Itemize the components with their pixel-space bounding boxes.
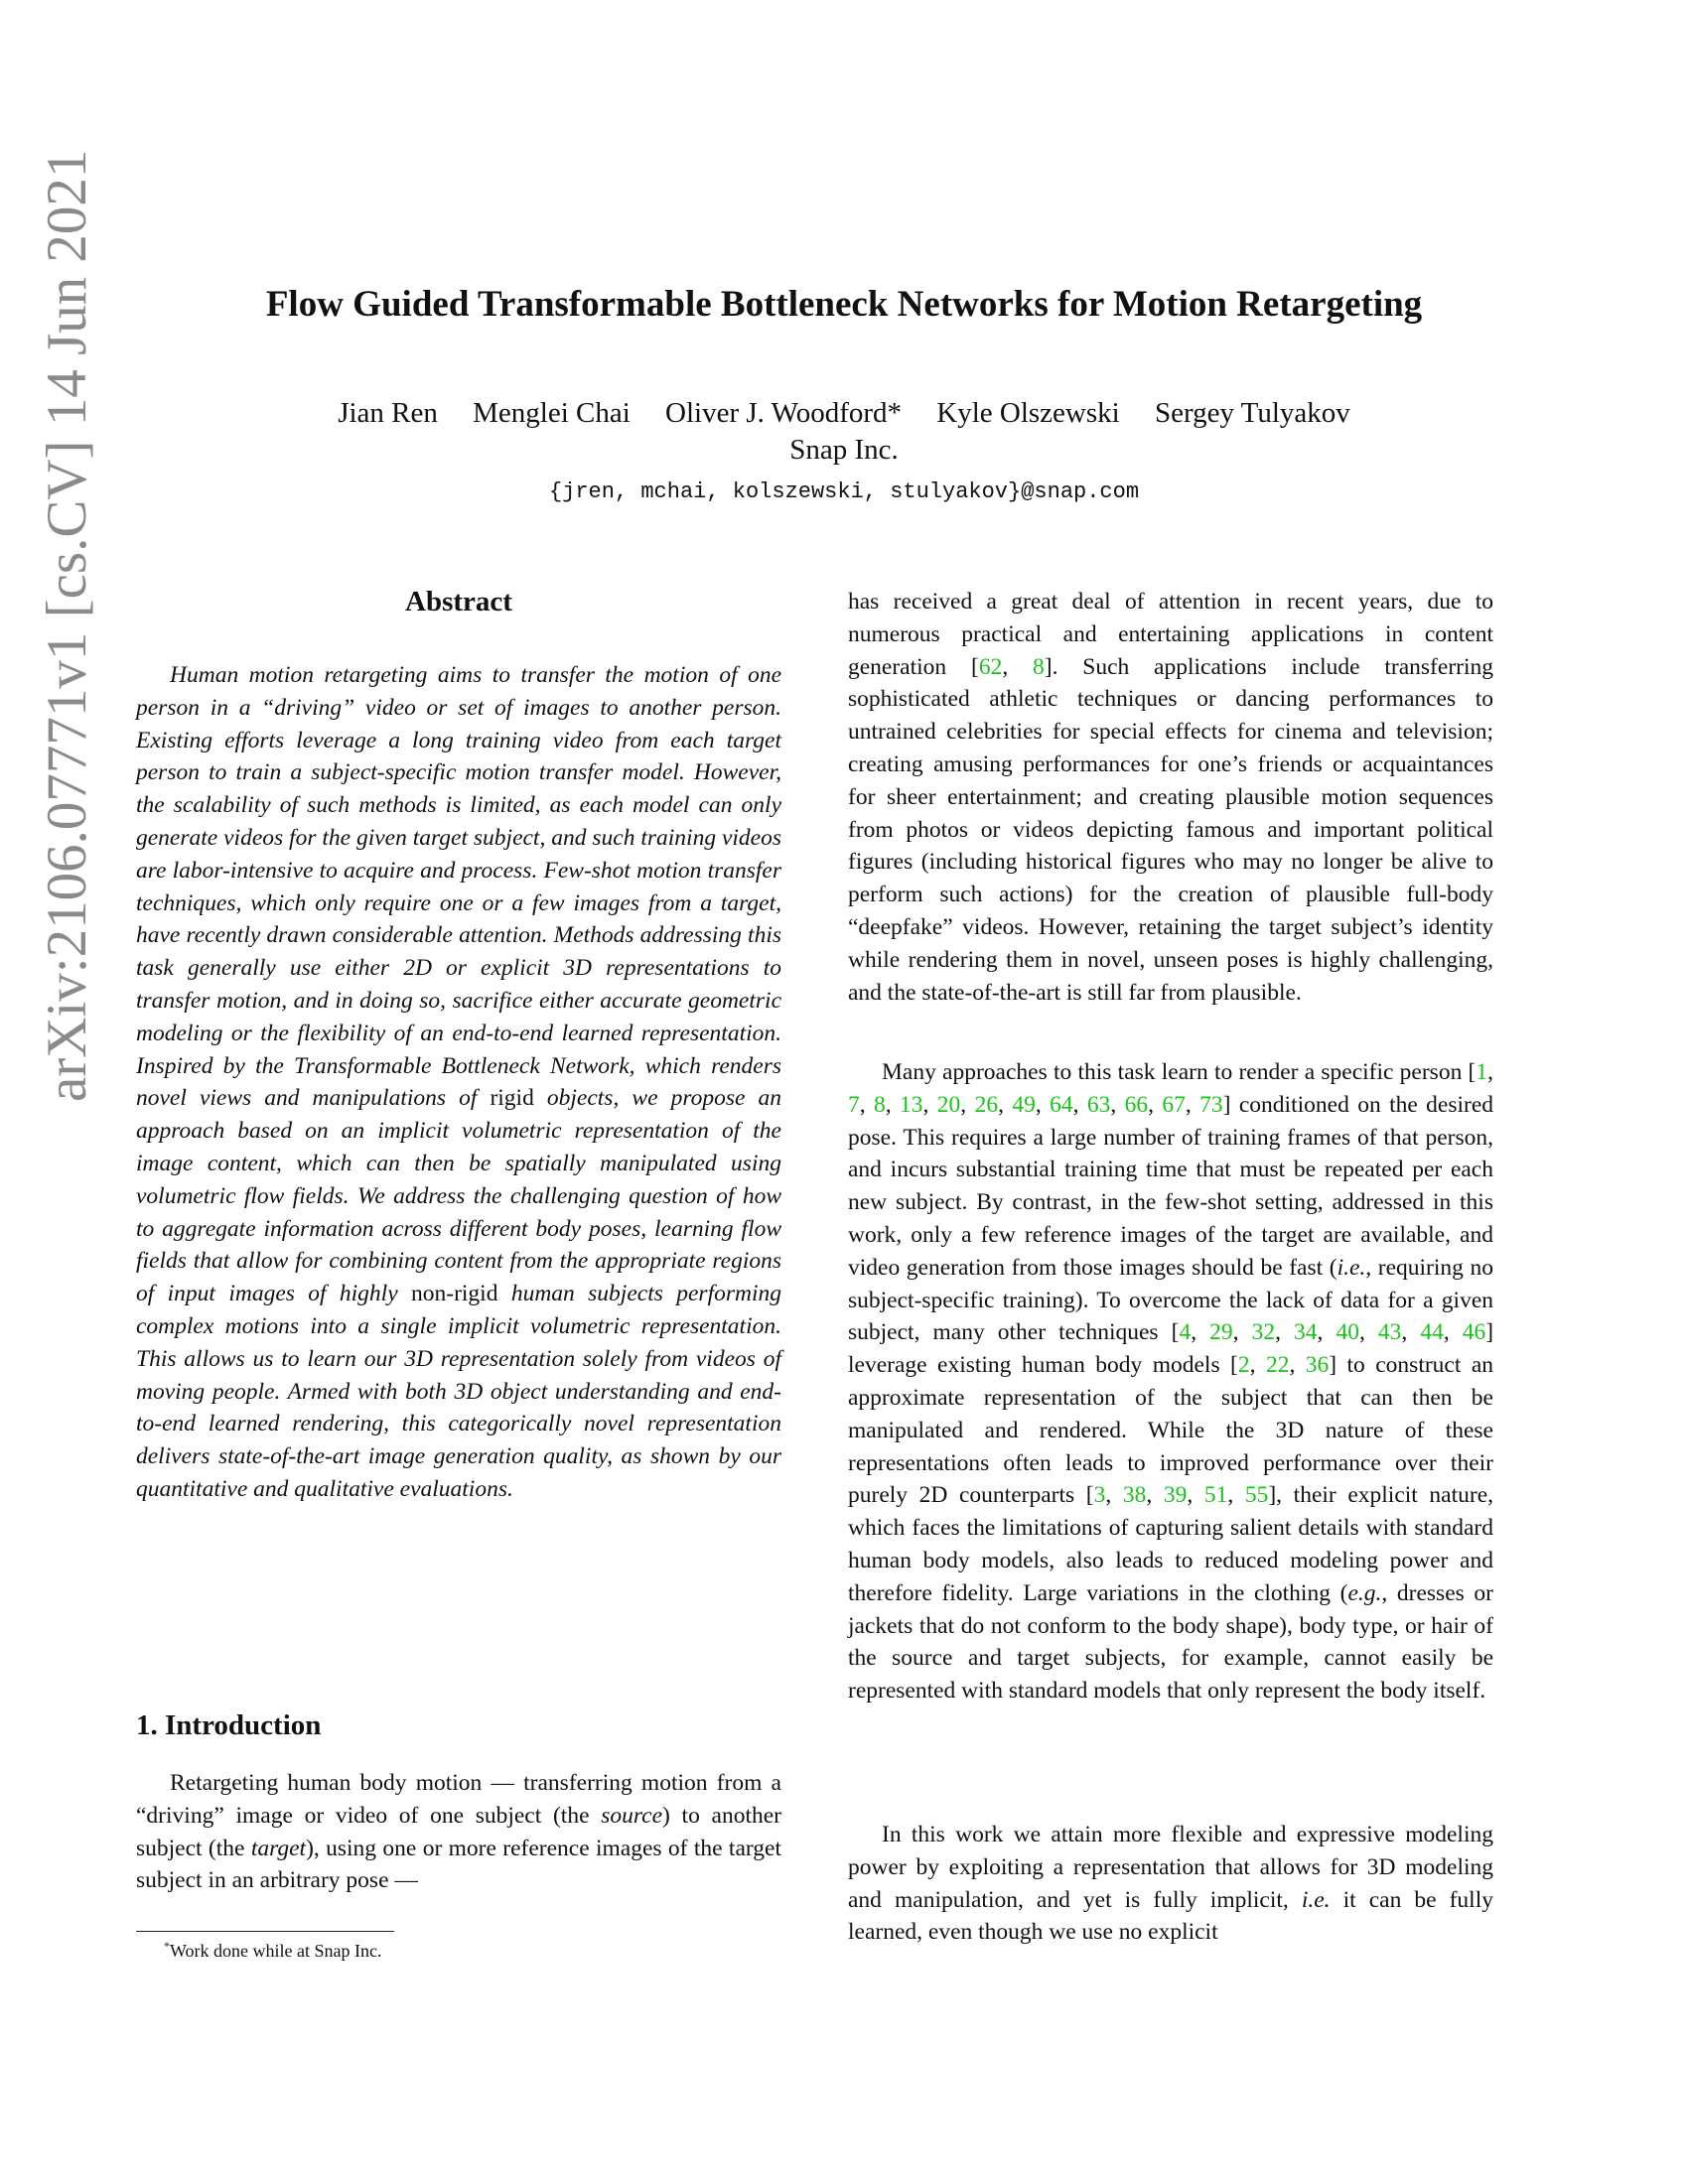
citation-link[interactable]: 73 — [1199, 1091, 1223, 1118]
body-paragraph: Many approaches to this task learn to render a specific person [1, 7, 8, 13, 20, 26, 49, 64, 63, 66, 67, 73] conditioned on the desired pose. This requires a large number of training frames of that person, and incurs substantial training time that must be repeated per each new subject. By contrast, in the few-shot setting, addressed in this work, only a few reference images of the target are available, and video generation from those images should be fast (i.e., requiring no subject-specific training). To overcome the lack of data for a given subject, many other techniques [4, 29, 32, 34, 40, 43, 44, 46] leverage existing human body models [2, 22, 36] to construct an approximate representation of the subject that can then be manipulated and rendered. While the 3D nature of these representations often leads to improved performance over their purely 2D counterparts [3, 38, 39, 51, 55], their explicit nature, which faces the limitations of capturing salient details with standard human body models, also leads to reduced modeling power and therefore fidelity. Large variations in the clothing (e.g., dresses or jackets that do not conform to the body shape), body type, or hair of the source and target subjects, for example, cannot easily be represented with standard models that only represent the body itself. — [848, 1059, 1494, 1705]
citation-link[interactable]: 51 — [1203, 1482, 1228, 1509]
author: Jian Ren — [338, 397, 438, 429]
citation-link[interactable]: 40 — [1336, 1319, 1359, 1346]
author-list — [0, 397, 1688, 430]
body-paragraph: has received a great deal of attention in recent years, due to numerous practical and entertaining applications in content generation [62, 8]. Such applications include transferring sophisticated athletic techniques or dancing performances to untrained celebrities for special effects for cinema and television; creating amusing performances for one’s friends or acquaintances for sheer entertainment; and creating plausible motion sequences from photos or videos depicting famous and important political figures (including historical figures who may no longer be alive to perform such actions) for the creation of plausible full-body “deepfake” videos. However, retaining the target subject’s identity while rendering them in novel, unseen poses is highly challenging, and the state-of-the-art is still far from plausible. — [848, 589, 1493, 1006]
citation-link[interactable]: 43 — [1377, 1319, 1402, 1346]
citation-link[interactable]: 63 — [1086, 1091, 1111, 1118]
citation-link[interactable]: 8 — [874, 1091, 886, 1118]
intro-paragraph: Retargeting human body motion — transferring motion from a “driving” image or video of one subject (the source) to another subject (the target), using one or more reference images of the target subject in an arbitrary pose — — [136, 1770, 781, 1894]
citation-link[interactable]: 67 — [1162, 1091, 1186, 1118]
arxiv-side-stamp: arXiv:2106.07771v1 [cs.CV] 14 Jun 2021 — [36, 149, 98, 1102]
citation-link[interactable]: 36 — [1305, 1352, 1330, 1379]
author: Sergey Tulyakov — [1154, 397, 1350, 429]
citation-link[interactable]: 62 — [978, 653, 1003, 680]
citation-link[interactable]: 1 — [1476, 1059, 1488, 1085]
citation-link[interactable]: 22 — [1265, 1352, 1290, 1379]
citation-link[interactable]: 49 — [1012, 1091, 1036, 1118]
citation-link[interactable]: 64 — [1050, 1091, 1073, 1118]
abstract-heading: Abstract — [405, 586, 512, 617]
citation-link[interactable]: 44 — [1420, 1319, 1444, 1346]
citation-link[interactable]: 13 — [900, 1091, 923, 1118]
citation-link[interactable]: 2 — [1237, 1352, 1250, 1379]
author-emails: {jren, mchai, kolszewski, stulyakov}@snap.com — [548, 479, 1140, 504]
citation-link[interactable]: 34 — [1294, 1319, 1318, 1346]
citation-link[interactable]: 3 — [1093, 1482, 1106, 1509]
body-paragraph: In this work we attain more flexible and expressive modeling power by exploiting a representation that allows for 3D modeling and manipulation, and yet is fully implicit, i.e. it can be fully learned, even though we use no explicit — [848, 1822, 1493, 1946]
paper-title: Flow Guided Transformable Bottleneck Networks for Motion Retargeting — [265, 284, 1423, 325]
citation-link[interactable]: 38 — [1122, 1482, 1147, 1509]
section-heading-introduction: 1. Introduction — [136, 1709, 322, 1741]
citation-link[interactable]: 29 — [1209, 1319, 1233, 1346]
footnote-rule — [136, 1931, 394, 1932]
citation-link[interactable]: 26 — [974, 1091, 999, 1118]
citation-link[interactable]: 46 — [1462, 1319, 1486, 1346]
citation-link[interactable]: 32 — [1251, 1319, 1276, 1346]
abstract-text: Human motion retargeting aims to transfer the motion of one person in a “driving” video or set of images to another person. Existing efforts leverage a long training video from each target person to train a subject-specific motion transfer model. However, the scalability of such methods is limited, as each model can only generate videos for the given target subject, and such training videos are labor-intensive to acquire and process. Few-shot motion transfer techniques, which only require one or a few images from a target, have recently drawn considerable attention. Methods addressing this task generally use either 2D or explicit 3D representations to transfer motion, and in doing so, sacrifice either accurate geometric modeling or the flexibility of an end-to-end learned representation. Inspired by the Transformable Bottleneck Network, which renders novel views and manipulations of rigid objects, we propose an approach based on an implicit volumetric representation of the image content, which can then be spatially manipulated using volumetric flow fields. We address the challenging question of how to aggregate information across different body poses, learning flow fields that allow for combining content from the appropriate regions of input images of highly non-rigid human subjects performing complex motions into a single implicit volumetric representation. This allows us to learn our 3D representation solely from videos of moving people. Armed with both 3D object understanding and end-to-end learned rendering, this categorically novel representation delivers state-of-the-art image generation quality, as shown by our quantitative and qualitative evaluations. — [136, 662, 781, 1502]
citation-link[interactable]: 8 — [1033, 653, 1045, 680]
footnote: *Work done while at Snap Inc. — [164, 1939, 382, 1961]
citation-link[interactable]: 39 — [1163, 1482, 1188, 1509]
author: Kyle Olszewski — [936, 397, 1120, 429]
citation-link[interactable]: 55 — [1244, 1482, 1269, 1509]
citation-link[interactable]: 66 — [1124, 1091, 1149, 1118]
affiliation: Snap Inc. — [789, 434, 899, 466]
author: Menglei Chai — [473, 397, 631, 429]
citation-link[interactable]: 7 — [848, 1091, 860, 1118]
citation-link[interactable]: 4 — [1179, 1319, 1192, 1346]
author: Oliver J. Woodford* — [665, 397, 903, 429]
citation-link[interactable]: 20 — [936, 1091, 961, 1118]
